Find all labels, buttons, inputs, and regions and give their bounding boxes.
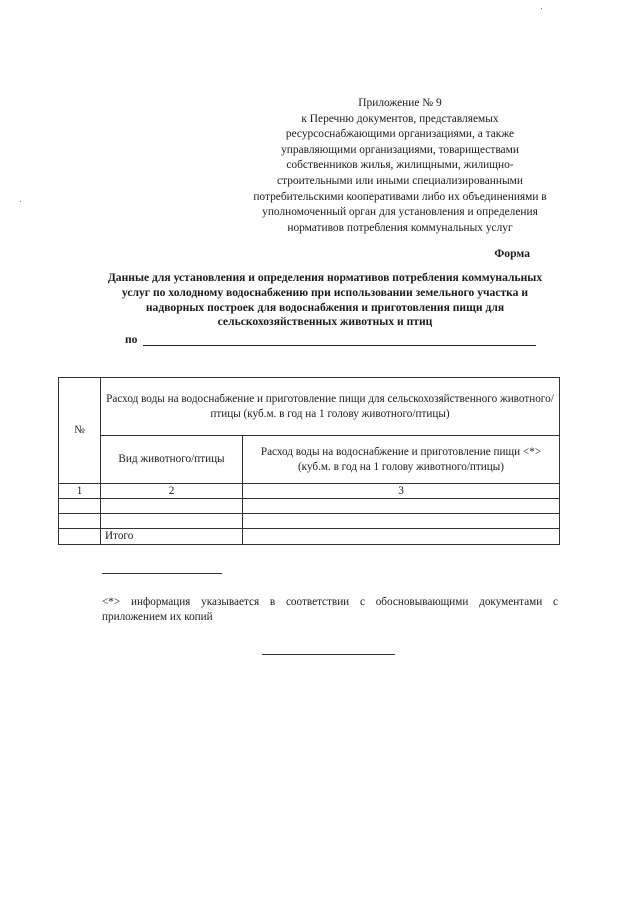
title-line: услуг по холодному водоснабжению при использовании земельного участка и xyxy=(121,285,529,299)
appendix-block xyxy=(240,96,560,236)
document-title xyxy=(90,271,560,330)
appendix-line: нормативов потребления коммунальных услуг xyxy=(287,221,513,234)
appendix-line: управляющими организациями, товариществами xyxy=(281,143,519,156)
appendix-line: ресурсоснабжающими организациями, а также xyxy=(285,128,515,141)
column-number: 1 xyxy=(59,484,101,499)
appendix-line: собственников жилья, жилищными, жилищно- xyxy=(286,159,514,172)
total-num-cell[interactable] xyxy=(59,529,101,544)
table-cell[interactable] xyxy=(59,499,101,514)
column-number-row xyxy=(59,484,560,499)
total-value-cell[interactable] xyxy=(243,529,560,544)
footnote-text: <*> информация указывается в соответствии с обосновывающими документами с приложением их копий xyxy=(102,596,558,623)
table-cell[interactable] xyxy=(101,499,243,514)
column-number: 2 xyxy=(101,484,243,499)
table-cell[interactable] xyxy=(243,499,560,514)
group-header: Расход воды на водоснабжение и приготовление пищи для сельскохозяйственного животного/птицы (куб.м. в год на 1 голову животного/птицы) xyxy=(101,378,560,436)
col-consumption-header: Расход воды на водоснабжение и приготовление пищи <*> (куб.м. в год на 1 голову животного/птицы) xyxy=(243,436,560,484)
appendix-line: строительными или иными специализированными xyxy=(277,174,523,187)
table-cell[interactable] xyxy=(101,514,243,529)
table-cell[interactable] xyxy=(59,514,101,529)
table-header-row xyxy=(59,378,560,436)
title-line: надворных построек для водоснабжения и приготовления пищи для xyxy=(145,300,505,314)
end-divider xyxy=(262,654,395,655)
total-label: Итого xyxy=(101,529,243,544)
po-label: по xyxy=(125,333,138,346)
scan-speck xyxy=(20,201,21,202)
appendix-heading: Приложение № 9 xyxy=(358,97,442,109)
po-fill-line[interactable] xyxy=(143,345,536,346)
column-number: 3 xyxy=(243,484,560,499)
table-row xyxy=(59,499,560,514)
col-animal-header: Вид животного/птицы xyxy=(101,436,243,484)
appendix-line: потребительскими кооперативами либо их объединениями в xyxy=(253,190,547,203)
table-cell[interactable] xyxy=(243,514,560,529)
total-row xyxy=(59,529,560,544)
footnote-divider xyxy=(102,573,222,574)
appendix-line: к Перечню документов, представляемых xyxy=(301,112,499,125)
data-table xyxy=(58,377,560,545)
col-num-header: № xyxy=(59,378,101,484)
table-row xyxy=(59,514,560,529)
title-line: сельскохозяйственных животных и птиц xyxy=(217,315,433,329)
scan-speck xyxy=(541,8,542,9)
title-line: Данные для установления и определения нормативов потребления коммунальных xyxy=(107,271,543,284)
appendix-line: уполномоченный орган для установления и определения xyxy=(262,206,538,219)
form-label: Форма xyxy=(494,247,530,260)
table-subheader-row xyxy=(59,436,560,484)
